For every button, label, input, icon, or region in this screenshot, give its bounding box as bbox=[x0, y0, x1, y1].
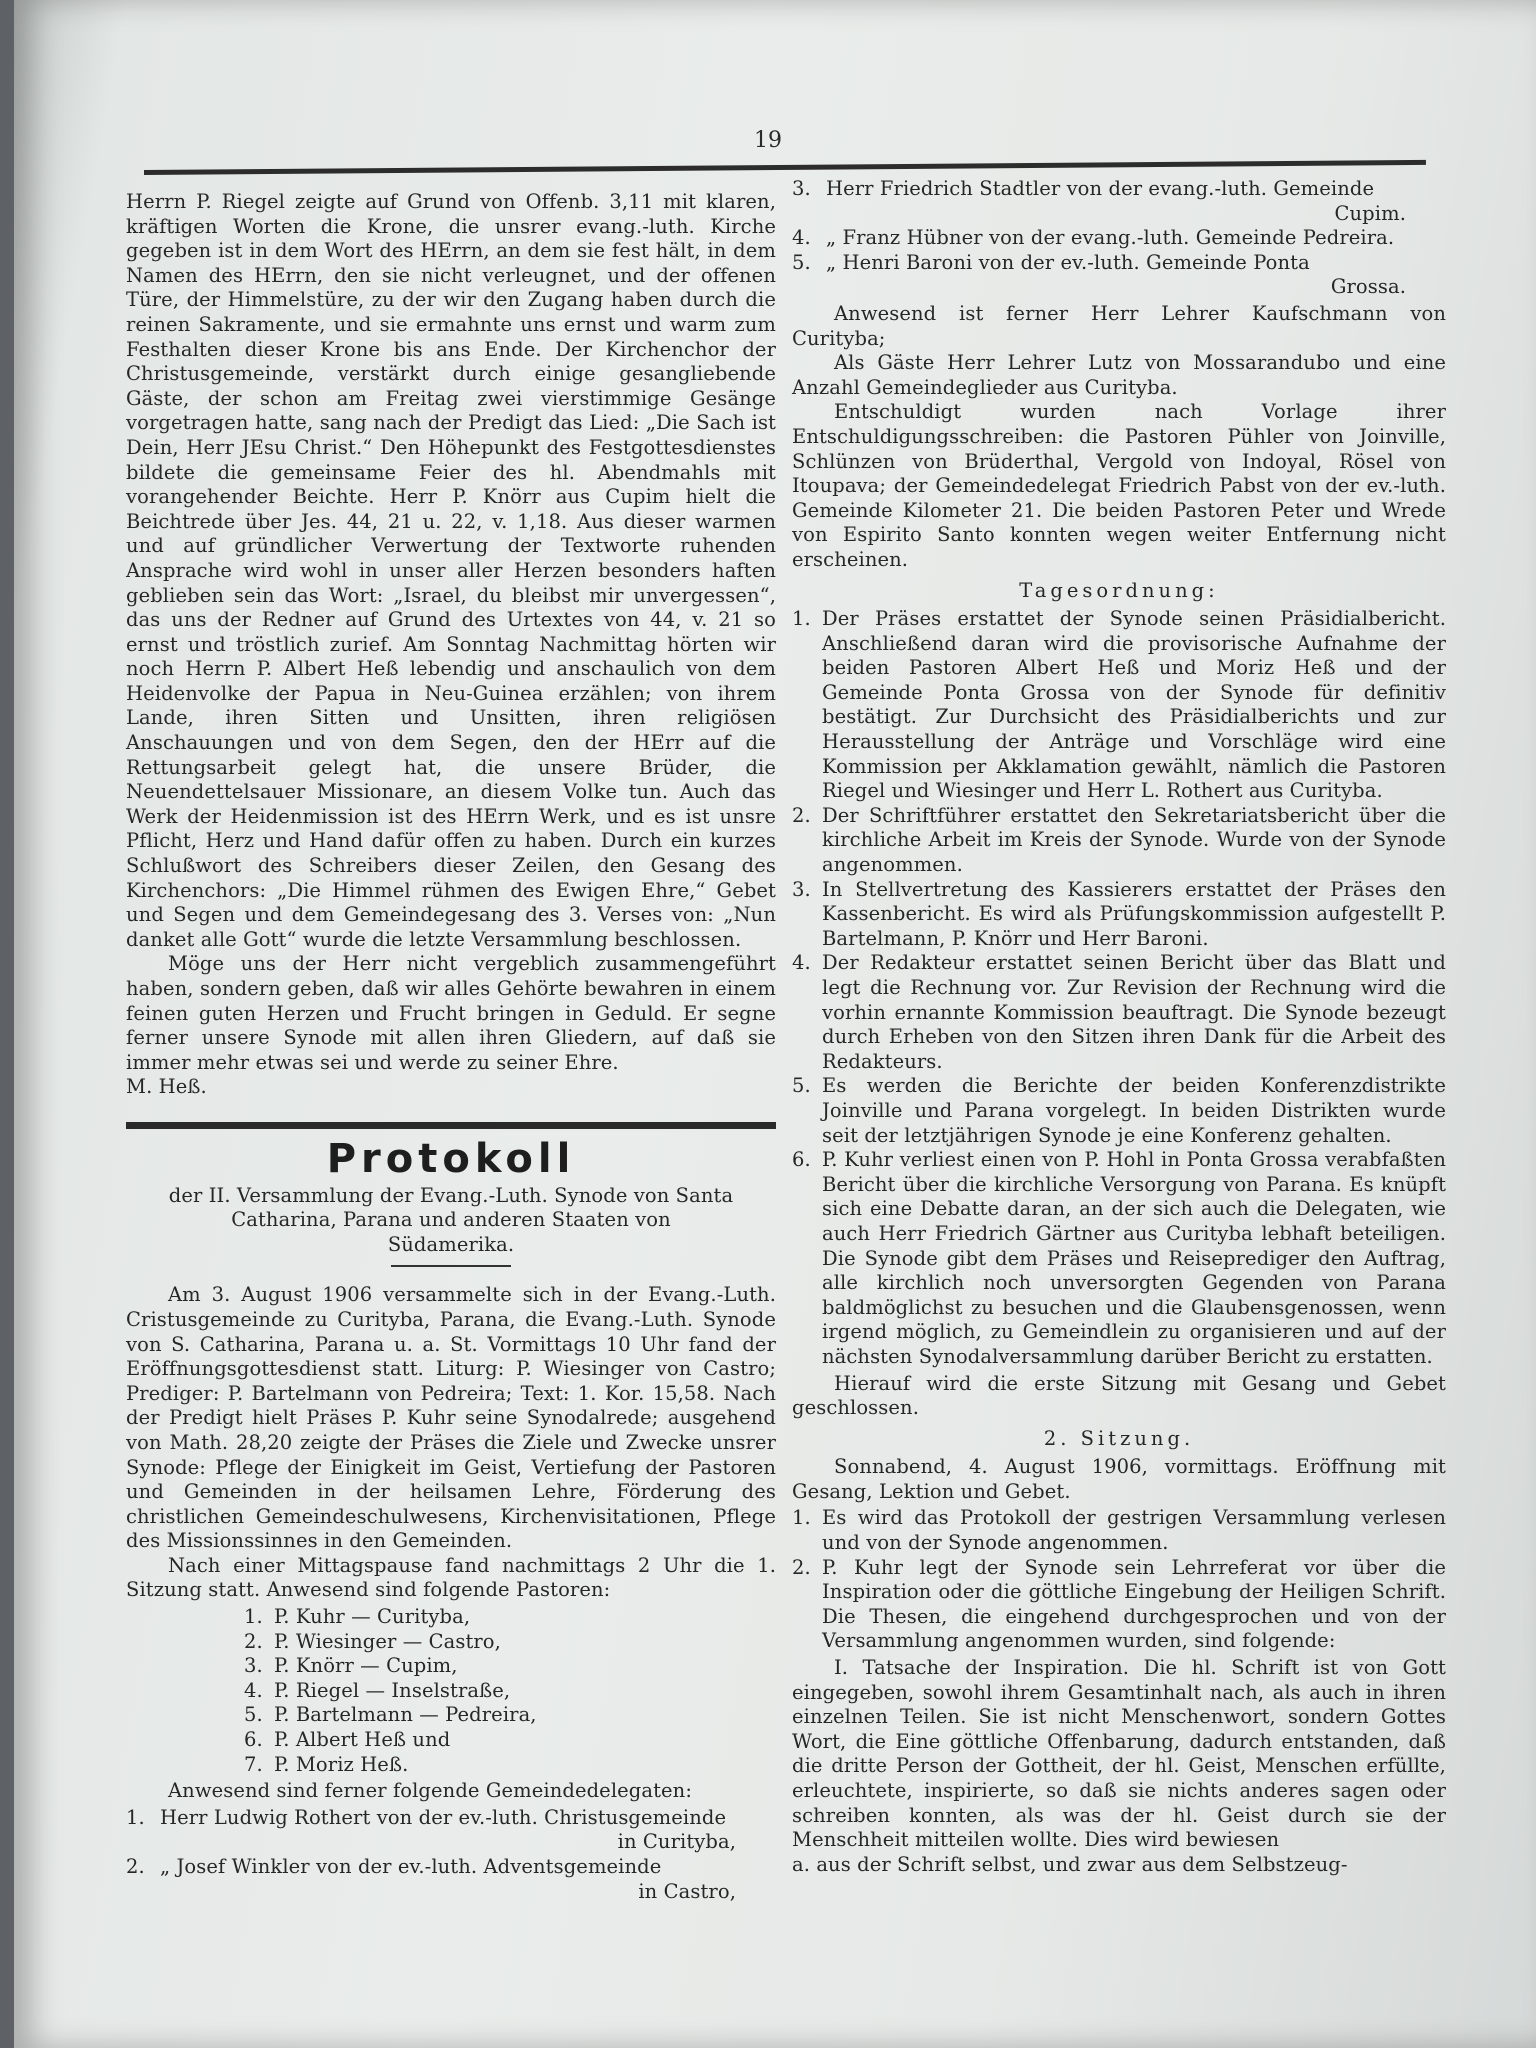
list-item bbox=[126, 1679, 776, 1704]
list-item bbox=[792, 226, 1446, 251]
delegate-name: „ Henri Baroni von der ev.-luth. Gemeinde Ponta bbox=[826, 250, 1310, 274]
item-number: 6. bbox=[244, 1728, 263, 1752]
list-item bbox=[126, 1806, 776, 1855]
item-text bbox=[826, 226, 1446, 251]
list-item bbox=[792, 177, 1446, 226]
item-text: P. Moriz Heß. bbox=[274, 1752, 409, 1776]
thesis-paragraph: I. Tatsache der Inspiration. Die hl. Schrift ist von Gott eingegeben, sowohl ihrem Gesamtinhalt nach, als auch in ihren einzelnen Teilen. Sie ist nicht Menschenwort, sondern Gottes Wort, die Eine göttliche Offenbarung, dadurch entstanden, daß die dritte Person der Gottheit, der hl. Geist, Menschen erfüllte, erleuchtete, inspirierte, so daß sie nichts anderes sagen oder schreiben konnten, als was der hl. Geist durch sie der Menschheit mitteilen wollte. Dies wird bewiesen bbox=[792, 1656, 1446, 1852]
report-paragraph: Herrn P. Riegel zeigte auf Grund von Offenb. 3,11 mit klaren, kräftigen Worten die Krone, die unsrer evang.-luth. Kirche gegeben ist in dem Wort des HErrn, an dem sie fest hält, in dem Namen des HErrn, den sie nicht verleugnet, und der offenen Türe, der Himmelstüre, zu der wir den Zugang haben durch die reinen Sakramente, und sie ermahnte uns ernst und warm zum Festhalten dieser Krone bis ans Ende. Der Kirchenchor der Christusgemeinde, verstärkt durch einige gesangliebende Gäste, der schon am Freitag zwei vierstimmige Gesänge vorgetragen hatte, sang nach der Predigt das Lied: „Die Sach ist Dein, Herr JEsu Christ.“ Den Höhepunkt des Festgottesdienstes bildete die gemeinsame Feier des hl. Abendmahls mit vorangehender Beichte. Herr P. Knörr aus Cupim hielt die Beichtrede über Jes. 44, 21 u. 22, v. 1,18. Aus dieser warmen und auf gründlicher Verwertung der Textworte ruhenden Ansprache wird wohl in unser aller Herzen besonders haften geblieben sein das Wort: „Israel, du bleibst mir unvergessen“, das uns der Redner auf Grund des Urtextes von 44, v. 21 so ernst und tröstlich zurief. Am Sonntag Nachmittag hörten wir noch Herrn P. Albert Heß lebendig und anschaulich von dem Heidenvolke der Papua in Neu-Guinea erzählen; von ihrem Lande, ihren Sitten und Unsitten, ihren religiösen Anschauungen und von dem Segen, den der HErr auf die Rettungsarbeit gelegt hat, die unsere Brüder, die Neuendettelsauer Missionare, an diesem Volke tun. Auch das Werk der Heidenmission ist des HErrn Werk, und es ist unsre Pflicht, Herz und Hand dafür offen zu haben. Durch ein kurzes Schlußwort des Schreibers dieser Zeilen, den Gesang des Kirchenchors: „Die Himmel rühmen des Ewigen Ehre,“ Gebet und Segen und dem Gemeindegesang des 3. Verses von: „Nun danket alle Gott“ wurde die letzte Versammlung beschlossen. bbox=[126, 190, 776, 951]
list-item bbox=[126, 1728, 776, 1753]
item-text: P. Kuhr legt der Synode sein Lehrreferat vor über die Inspiration oder die göttliche Eingebung der Heiligen Schrift. Die Thesen, die eingehend durchgesprochen und von der Versammlung angenommen wurden, sind folgende: bbox=[822, 1555, 1446, 1653]
final-line: a. aus der Schrift selbst, und zwar aus dem Selbstzeug- bbox=[792, 1852, 1348, 1876]
item-number: 5. bbox=[792, 250, 811, 274]
item-text: In Stellvertretung des Kassierers erstattet der Präses den Kassenbericht. Es wird als Prüfungskommission aufgestellt P. Bartelmann, P. Knörr und Herr Baroni. bbox=[822, 877, 1446, 950]
list-item bbox=[792, 1074, 1446, 1148]
delegate-place: in Castro, bbox=[638, 1879, 736, 1903]
session-title: 2. Sitzung. bbox=[1043, 1426, 1195, 1450]
item-text bbox=[160, 1806, 776, 1855]
item-number: 6. bbox=[792, 1148, 811, 1172]
list-item bbox=[126, 1605, 776, 1630]
item-text bbox=[160, 1855, 776, 1904]
list-item bbox=[792, 804, 1446, 878]
delegate-name: „ Franz Hübner von der evang.-luth. Gemeinde Pedreira. bbox=[826, 226, 1395, 250]
list-item bbox=[126, 1753, 776, 1778]
item-number: 4. bbox=[244, 1678, 263, 1702]
item-number: 2. bbox=[126, 1855, 145, 1878]
item-number: 2. bbox=[792, 1555, 811, 1579]
body-paragraph: Als Gäste Herr Lehrer Lutz von Mossarandubo und eine Anzahl Gemeindeglieder aus Curityba. bbox=[792, 351, 1446, 399]
list-item bbox=[792, 1506, 1446, 1555]
protocol-paragraph: Am 3. August 1906 versammelte sich in der Evang.-Luth. Cristusgemeinde zu Curityba, Parana, die Evang.-Luth. Synode von S. Catharina, Parana u. a. St. Vormittags 10 Uhr fand der Eröffnungsgottesdienst statt. Liturg: P. Wiesinger von Castro; Prediger: P. Bartelmann von Pedreira; Text: 1. Kor. 15,58. Nach der Predigt hielt Präses P. Kuhr seine Synodalrede; ausgehend von Math. 28,20 zeigte der Präses die Ziele und Zwecke unsrer Synode: Pflege der Einigkeit im Geist, Vertiefung der Pastoren und Gemeinden in der heilsamen Lehre, Förderung des christlichen Gemeindeschulwesens, Kirchenvisitationen, Pflege des Missionssinnes in den Gemeinden. bbox=[126, 1283, 776, 1553]
delegate-list-continued bbox=[792, 177, 1446, 300]
delegate-place: in Curityba, bbox=[617, 1830, 736, 1854]
agenda-title: Tagesordnung: bbox=[1019, 578, 1219, 602]
protocol-subtitle: der II. Versammlung der Evang.-Luth. Synode von Santa Catharina, Parana und anderen Staaten von Südamerika. bbox=[168, 1183, 734, 1256]
item-number: 3. bbox=[792, 177, 811, 200]
agenda-list bbox=[792, 607, 1446, 1369]
item-text: P. Knörr — Cupim, bbox=[274, 1654, 458, 1678]
pastor-list bbox=[126, 1605, 776, 1777]
list-item bbox=[792, 251, 1446, 300]
item-text bbox=[826, 177, 1446, 226]
header-rule bbox=[144, 160, 1426, 175]
page-number: 19 bbox=[754, 128, 782, 153]
list-item bbox=[126, 1654, 776, 1679]
item-number: 4. bbox=[792, 951, 811, 975]
item-number: 5. bbox=[792, 1074, 811, 1098]
closing-paragraph: Hierauf wird die erste Sitzung mit Gesang und Gebet geschlossen. bbox=[792, 1371, 1446, 1420]
body-paragraph: Anwesend ist ferner Herr Lehrer Kaufschmann von Curityba; bbox=[792, 301, 1446, 350]
item-text: P. Wiesinger — Castro, bbox=[274, 1629, 501, 1653]
item-number: 2. bbox=[792, 803, 811, 827]
protocol-title: Protokoll bbox=[326, 1135, 576, 1182]
item-number: 2. bbox=[244, 1629, 263, 1653]
section-divider bbox=[126, 1122, 776, 1129]
item-text: Der Präses erstattet der Synode seinen Präsidialbericht. Anschließend daran wird die provisorische Aufnahme der beiden Pastoren Albert Heß und Moriz Heß und der Gemeinde Ponta Grossa von der Synode für definitiv bestätigt. Zur Durchsicht des Präsidialberichts und zur Herausstellung der Anträge und Vorschläge wird eine Kommission per Akklamation gewählt, nämlich die Pastoren Riegel und Wiesinger und Herr L. Rothert aus Curityba. bbox=[822, 607, 1446, 803]
item-text: P. Kuhr — Curityba, bbox=[274, 1605, 471, 1629]
protocol-paragraph: Nach einer Mittagspause fand nachmittags 2 Uhr die 1. Sitzung statt. Anwesend sind folgende Pastoren: bbox=[126, 1553, 776, 1602]
subtitle-rule bbox=[391, 1265, 511, 1267]
list-item bbox=[126, 1703, 776, 1728]
item-number: 4. bbox=[792, 226, 811, 250]
body-paragraph: Entschuldigt wurden nach Vorlage ihrer Entschuldigungsschreiben: die Pastoren Pühler von Joinville, Schlünzen von Brüderthal, Vergold von Indoyal, Rösel von Itoupava; der Gemeindedelegat Friedrich Pabst von der ev.-luth. Gemeinde Kilometer 21. Die beiden Pastoren Peter und Wrede von Espirito Santo konnten wegen weiter Entfernung nicht erscheinen. bbox=[792, 400, 1446, 571]
delegates-intro: Anwesend sind ferner folgende Gemeindedelegaten: bbox=[168, 1779, 693, 1803]
item-text: P. Kuhr verliest einen von P. Hohl in Ponta Grossa verabfaßten Bericht über die kirchliche Versorgung von Parana. Es knüpft sich eine Debatte daran, an der sich auch die Delegaten, wie auch Herr Friedrich Gärtner aus Curityba lebhaft beteiligen. Die Synode gibt dem Präses und Reiseprediger den Auftrag, alle kirchlich noch unversorgten Gegenden von Parana baldmöglichst zu besuchen und die Glaubensgenossen, wenn irgend möglich, zu Gemeindlein zu organisieren und auf der nächsten Synodalversammlung darüber Bericht zu erstatten. bbox=[822, 1148, 1446, 1368]
report-paragraph: Möge uns der Herr nicht vergeblich zusammengeführt haben, sondern geben, daß wir alles Gehörte bewahren in einem feinen guten Herzen und Frucht bringen in Geduld. Er segne ferner unsere Synode mit allen ihren Gliedern, auf daß sie immer mehr etwas sei und werde zu seiner Ehre. bbox=[126, 952, 776, 1074]
item-number: 1. bbox=[792, 607, 811, 631]
item-text: P. Riegel — Inselstraße, bbox=[274, 1678, 511, 1702]
delegate-place: Cupim. bbox=[1334, 201, 1406, 225]
item-text: Es werden die Berichte der beiden Konferenzdistrikte Joinville und Parana vorgelegt. In beiden Distrikten wurde seit der letztjährigen Synode je eine Konferenz gehalten. bbox=[822, 1074, 1446, 1147]
item-number: 1. bbox=[126, 1805, 145, 1829]
session-list bbox=[792, 1506, 1446, 1654]
item-number: 3. bbox=[244, 1654, 263, 1678]
item-text: P. Bartelmann — Pedreira, bbox=[274, 1703, 537, 1727]
list-item bbox=[792, 951, 1446, 1074]
newspaper-page bbox=[14, 0, 1536, 2048]
item-number: 3. bbox=[792, 877, 811, 901]
item-text: Es wird das Protokoll der gestrigen Versammlung verlesen und von der Synode angenommen. bbox=[822, 1506, 1446, 1555]
list-item bbox=[126, 1855, 776, 1904]
item-text: P. Albert Heß und bbox=[274, 1728, 451, 1752]
item-number: 7. bbox=[244, 1752, 263, 1776]
list-item bbox=[126, 1630, 776, 1655]
right-column bbox=[792, 175, 1446, 1877]
item-text: Der Redakteur erstattet seinen Bericht über das Blatt und legt die Rechnung vor. Zur Revision der Rechnung wird die vorhin ernannte Kommission beauftragt. Die Synode bezeugt durch Erheben von den Sitzen ihren Dank für die Arbeit des Redakteurs. bbox=[822, 951, 1446, 1073]
list-item bbox=[792, 607, 1446, 804]
delegate-name: Herr Friedrich Stadtler von der evang.-luth. Gemeinde bbox=[826, 177, 1375, 200]
delegate-name: „ Josef Winkler von der ev.-luth. Adventsgemeinde bbox=[160, 1855, 662, 1878]
item-text bbox=[826, 251, 1446, 300]
session-intro: Sonnabend, 4. August 1906, vormittags. Eröffnung mit Gesang, Lektion und Gebet. bbox=[792, 1455, 1446, 1503]
delegate-place: Grossa. bbox=[1330, 275, 1406, 299]
delegate-name: Herr Ludwig Rothert von der ev.-luth. Christusgemeinde bbox=[160, 1805, 727, 1829]
item-text: Der Schriftführer erstattet den Sekretariatsbericht über die kirchliche Arbeit im Kreis der Synode. Wurde von der Synode angenommen. bbox=[822, 803, 1446, 877]
signature: M. Heß. bbox=[126, 1075, 207, 1099]
list-item bbox=[792, 1148, 1446, 1369]
item-number: 1. bbox=[244, 1605, 263, 1629]
delegate-list bbox=[126, 1806, 776, 1904]
item-number: 1. bbox=[792, 1506, 811, 1530]
list-item bbox=[792, 878, 1446, 952]
left-column bbox=[126, 190, 776, 1906]
list-item bbox=[792, 1556, 1446, 1654]
item-number: 5. bbox=[244, 1703, 263, 1727]
